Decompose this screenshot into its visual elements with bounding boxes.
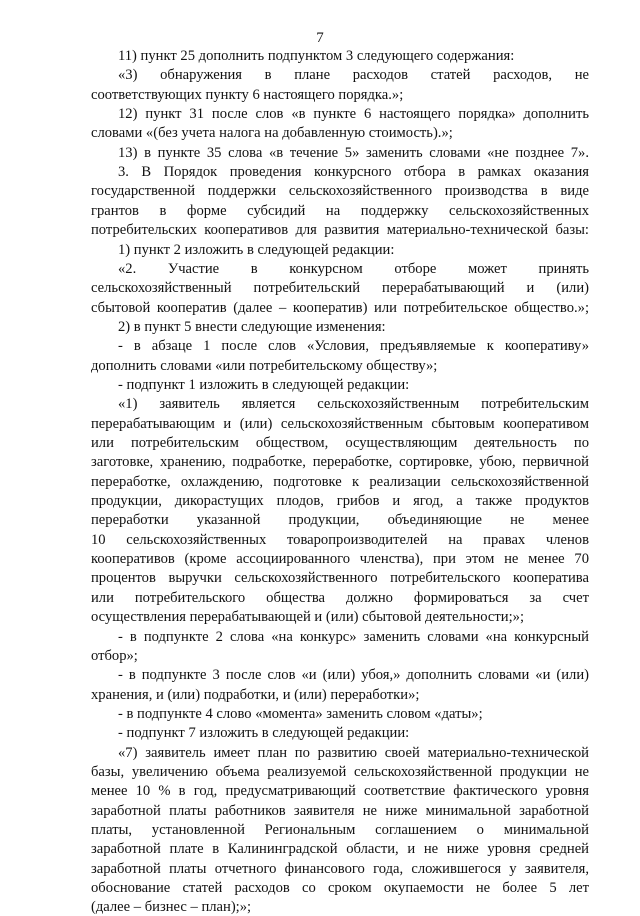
text-line: обоснование статей расходов со сроком окупаемости не более 5 лет [91, 880, 589, 896]
text-line: 13) в пункте 35 слова «в течение 5» заменить словами «не позднее 7». [118, 145, 589, 161]
text-line: заработной плате в Калининградской области, и не ниже уровня средней [91, 841, 589, 857]
text-line: заработной платы работников заявителя не ниже минимальной заработной [91, 803, 589, 819]
text-line: заготовке, хранению, подработке, переработке, сортировке, убою, первичной [91, 454, 589, 470]
text-line: или потребительским обществом, осуществляющим деятельность по [91, 435, 589, 451]
text-line: или потребительского общества должно формироваться за счет [91, 590, 589, 606]
text-line: - подпункт 1 изложить в следующей редакции: [118, 377, 410, 393]
text-line: - в подпункте 4 слово «момента» заменить словом «даты»; [118, 706, 483, 722]
text-line: перерабатывающим и (или) сельскохозяйственным сбытовым кооперативом [91, 416, 589, 432]
page-number: 7 [316, 30, 324, 46]
text-line: процентов выручки сельскохозяйственного потребительского кооператива [91, 570, 589, 586]
text-line: - подпункт 7 изложить в следующей редакции: [118, 725, 410, 741]
text-line: 12) пункт 31 после слов «в пункте 6 настоящего порядка» дополнить [118, 106, 589, 122]
text-line: «3) обнаружения в плане расходов статей расходов, не [118, 67, 589, 83]
text-line: словами «(без учета налога на добавленную стоимость).»; [91, 125, 453, 141]
text-line: осуществления перерабатывающей и (или) сбытовой деятельности;»; [91, 609, 525, 625]
text-line: - в подпункте 2 слова «на конкурс» заменить словами «на конкурсный [118, 629, 589, 645]
text-line: сельскохозяйственный потребительский перерабатывающий и (или) [91, 280, 589, 296]
text-line: хранения, и (или) подработки, и (или) переработки»; [91, 687, 420, 703]
text-line: «7) заявитель имеет план по развитию своей материально-технической [118, 745, 589, 761]
text-line: государственной поддержки сельскохозяйственного производства в виде [91, 183, 589, 199]
text-line: грантов в форме субсидий на поддержку сельскохозяйственных [91, 203, 589, 219]
text-line: 10 сельскохозяйственных товаропроизводителей на правах членов [91, 532, 589, 548]
text-line: потребительских кооперативов для развития материально-технической базы: [91, 222, 589, 238]
text-line: - в абзаце 1 после слов «Условия, предъявляемые к кооперативу» [118, 338, 589, 354]
text-line: переработки указанной продукции, объединяющие не менее [91, 512, 589, 528]
text-line: «1) заявитель является сельскохозяйственным потребительским [118, 396, 589, 412]
text-line: (далее – бизнес – план);»; [91, 899, 252, 915]
text-line: менее 10 % в год, предусматривающий соответствие фактического уровня [91, 783, 589, 799]
text-line: отбор»; [91, 648, 138, 664]
text-line: 3. В Порядок проведения конкурсного отбора в рамках оказания [118, 164, 589, 180]
text-line: 2) в пункт 5 внести следующие изменения: [118, 319, 386, 335]
text-line: переработке, охлаждению, подготовке к реализации сельскохозяйственной [91, 474, 589, 490]
text-line: - в подпункте 3 после слов «и (или) убоя,» дополнить словами «и (или) [118, 667, 589, 683]
text-line: соответствующих пункту 6 настоящего порядка.»; [91, 87, 404, 103]
text-line: сбытовой кооператив (далее – кооператив) или потребительское общество.»; [91, 300, 589, 316]
text-line: дополнить словами «или потребительскому обществу»; [91, 358, 438, 374]
text-line: кооперативов (кроме ассоциированного членства), при этом не менее 70 [91, 551, 589, 567]
text-line: продукции, дикорастущих плодов, грибов и ягод, а также продуктов [91, 493, 589, 509]
text-line: платы, установленной Региональным соглашением о минимальной [91, 822, 589, 838]
text-line: 11) пункт 25 дополнить подпунктом 3 следующего содержания: [118, 48, 515, 64]
text-line: заработной платы отчетного финансового года, сложившегося у заявителя, [91, 861, 589, 877]
text-line: «2. Участие в конкурсном отборе может принять [118, 261, 589, 277]
text-line: базы, увеличению объема реализуемой сельскохозяйственной продукции не [91, 764, 589, 780]
text-line: 1) пункт 2 изложить в следующей редакции: [118, 242, 395, 258]
